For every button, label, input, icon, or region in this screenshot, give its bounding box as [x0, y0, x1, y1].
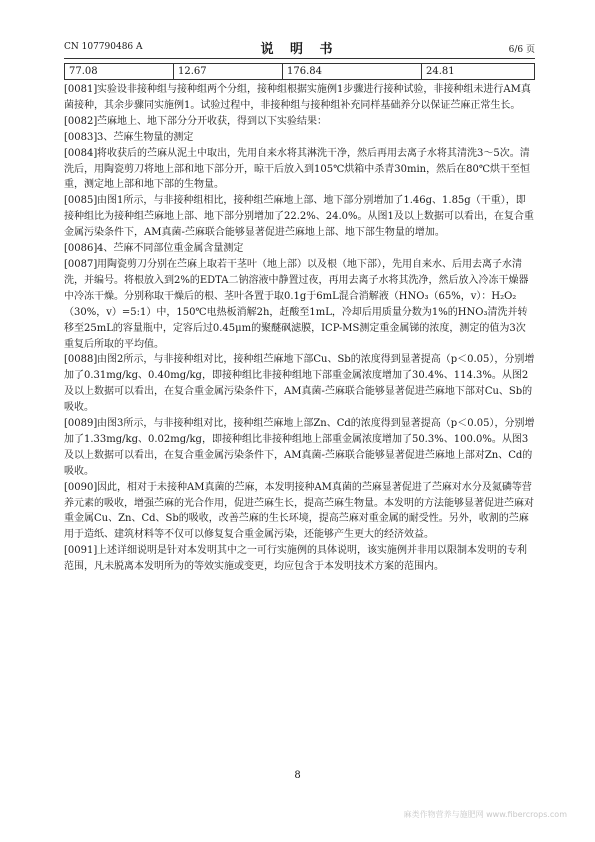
page-header: [64, 38, 535, 58]
paragraph-0081: [64, 82, 535, 114]
paragraph-text: 因此，相对于未接种AM真菌的苎麻，本发明接种AM真菌的苎麻显著促进了苎麻对水分及氮磷等营养元素的吸收，增强苎麻的光合作用，促进苎麻生长，提高苎麻生物量。本发明的方法能够显著促进苎麻对重金属Cu、Zn、Cd、Sb的吸收，改善苎麻的生长环境，提高苎麻对重金属的耐受性。另外，收割的苎麻用于造纸、建筑材料等不仅可以修复复合重金属污染，还能够产生更大的经济效益。: [64, 481, 534, 541]
paragraph-text: 由图2所示，与非接种组对比，接种组苎麻地下部Cu、Sb的浓度得到显著提高（p＜0.05），分别增加了0.31mg/kg、0.40mg/kg，即接种组比非接种组地下部重金属浓度增加了30.4%、114.3%。从图2及以上数据可以看出，在复合重金属污染条件下，AM真菌-苎麻联合能够显著促进苎麻地下部对Cu、Sb的吸收。: [64, 354, 535, 414]
paragraph-text: 由图3所示，与非接种组对比，接种组苎麻地上部Zn、Cd的浓度得到显著提高（p＜0.05），分别增加了1.33mg/kg、0.02mg/kg，即接种组比非接种组地上部重金属浓度增加了50.3%、100.0%。从图3及以上数据可以看出，在复合重金属污染条件下，AM真菌-苎麻联合能够显著促进苎麻地上部对Zn、Cd的吸收。: [64, 418, 535, 477]
table-row: [65, 64, 535, 80]
paragraph-number: [0081]: [64, 84, 98, 95]
section-heading: 4、苎麻不同部位重金属含量测定: [97, 243, 244, 255]
document-body: [64, 82, 535, 575]
paragraph-text: 用陶瓷剪刀分别在苎麻上取若干茎叶（地上部）以及根（地下部），先用自来水、后用去离子水清洗，并编号。将根放入到2%的EDTA二钠溶液中静置过夜，再用去离子水将其洗净，然后放入冷冻干燥器中冷冻干燥。分别称取干燥后的根、茎叶各置于取0.1g于6mL混合消解液（HNO₃（65%，v）：H₂O₂（30%，v）=5:1）中，150℃电热板消解2h，赶酸至1mL，冷却后用质量分数为1%的HNO₃清洗并转移至25mL的容量瓶中，定容后过0.45μm的聚醚砜滤膜，ICP-MS测定重金属锑的浓度，测定的值为3次重复后所取的平均值。: [64, 258, 529, 350]
paragraph-number: [0090]: [64, 481, 98, 493]
paragraph-number: [0084]: [64, 147, 98, 159]
paragraph-0085: [64, 193, 535, 241]
data-table: [64, 63, 535, 80]
paragraph-number: [0089]: [64, 418, 98, 430]
paragraph-0087: [64, 257, 535, 352]
table-cell: 12.67: [174, 64, 283, 80]
paragraph-number: [0087]: [64, 258, 98, 270]
paragraph-text: 苎麻地上、地下部分分开收获，得到以下实验结果：: [97, 115, 327, 127]
paragraph-text: 将收获后的苎麻从泥土中取出，先用自来水将其淋洗干净，然后再用去离子水将其清洗3～5次。清洗后，用陶瓷剪刀将地上部和地下部分开，晾干后放入到105℃烘箱中杀青30min，然后在80℃烘干至恒重，测定地上部和地下部的生物量。: [64, 147, 531, 191]
paragraph-text: 由图1所示，与非接种组相比，接种组苎麻地上部、地下部分别增加了1.46g、1.85g（干重），即接种组比为接种组苎麻地上部、地下部分别增加了22.2%、24.0%。从图1及以上数据可以看出，在复合重金属污染条件下，AM真菌-苎麻联合能够显著促进苎麻地上部、地下部生物量的增加。: [64, 195, 534, 239]
paragraph-number: [0085]: [64, 195, 98, 207]
paragraph-number: [0083]: [64, 131, 98, 143]
paragraph-number: [0088]: [64, 354, 98, 366]
header-divider: [64, 58, 535, 59]
paragraph-text: 上述详细说明是针对本发明其中之一可行实施例的具体说明，该实施例并非用以限制本发明的专利范围，凡未脱离本发明所为的等效实施或变更，均应包含于本发明技术方案的范围内。: [64, 545, 527, 573]
paragraph-0084: [64, 146, 535, 194]
document-title: 说 明 书: [260, 42, 339, 57]
paragraph-0086: [64, 241, 535, 257]
paragraph-0082: [64, 114, 535, 130]
paragraph-number: [0082]: [64, 115, 98, 127]
page-indicator: 6/6 页: [508, 45, 535, 55]
table-cell: 24.81: [422, 64, 535, 80]
paragraph-0083: [64, 130, 535, 146]
table-cell: 176.84: [283, 64, 422, 80]
paragraph-0090: [64, 480, 535, 544]
paragraph-0088: [64, 352, 535, 416]
publication-number: CN 107790486 A: [64, 42, 143, 52]
page-number: 8: [294, 770, 301, 781]
paragraph-0089: [64, 416, 535, 480]
paragraph-number: [0086]: [64, 243, 98, 255]
section-heading: 3、苎麻生物量的测定: [97, 131, 194, 143]
watermark: 麻类作物营养与施肥网 www.fibercrops.com: [403, 810, 567, 819]
paragraph-0091: [64, 543, 535, 575]
paragraph-text: 实验设非接种组与接种组两个分组，接种组根据实施例1步骤进行接种试验，非接种组未进行AM真菌接种，其余步骤同实施例1。试验过程中，非接种组与接种组补充同样基础养分以保证苎麻正常生长。: [64, 84, 531, 111]
paragraph-number: [0091]: [64, 545, 98, 557]
table-cell: 77.08: [65, 64, 174, 80]
